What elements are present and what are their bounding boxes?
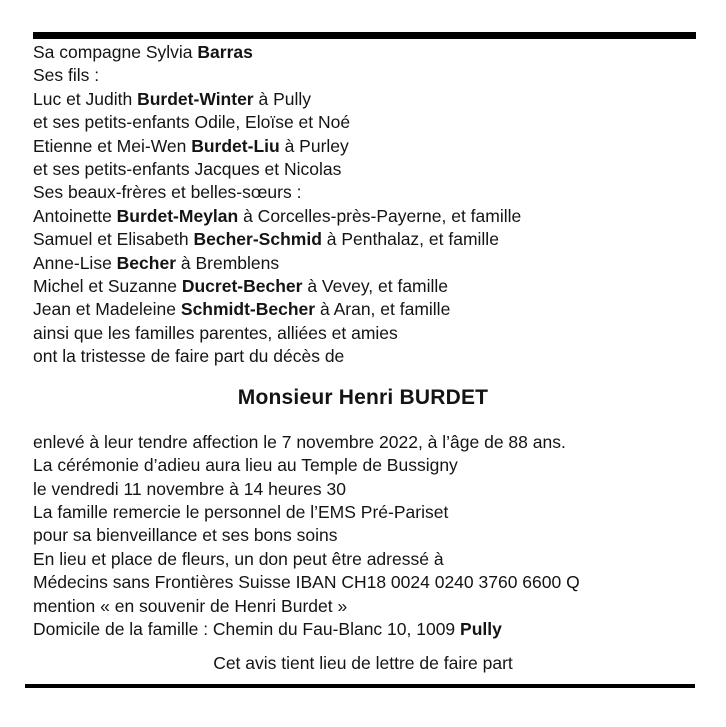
text-run: pour sa bienveillance et ses bons soins <box>33 525 338 546</box>
bold-name-run: Burdet-Liu <box>191 135 280 156</box>
text-line <box>33 135 726 158</box>
text-line <box>33 41 726 64</box>
text-run: à Purley <box>279 135 349 156</box>
text-line <box>33 345 726 368</box>
deceased-name-heading: Monsieur Henri BURDET <box>237 385 489 409</box>
text-run: mention « en souvenir de Henri Burdet » <box>33 595 348 616</box>
text-run: à Corcelles-près-Payerne, et famille <box>238 205 522 226</box>
text-line <box>33 205 726 228</box>
text-run: Luc et Judith <box>33 88 138 109</box>
ceremony-detail-lines <box>33 431 726 642</box>
text-run: Jean et Madeleine <box>33 299 181 320</box>
text-run: En lieu et place de fleurs, un don peut être adressé à <box>33 548 444 569</box>
text-run: le vendredi 11 novembre à 14 heures 30 <box>33 478 346 499</box>
text-line <box>33 181 726 204</box>
text-run: La cérémonie d’adieu aura lieu au Temple de Bussigny <box>33 455 458 476</box>
bold-name-run: Becher <box>116 252 177 273</box>
text-line <box>33 524 726 547</box>
text-run: à Vevey, et famille <box>302 276 449 297</box>
bold-name-run: Becher-Schmid <box>193 229 322 250</box>
text-line <box>33 322 726 345</box>
family-lines <box>33 41 726 369</box>
bold-name-run: Schmidt-Becher <box>180 299 316 320</box>
text-line <box>33 454 726 477</box>
bold-name-run: Barras <box>197 42 253 62</box>
text-run: et ses petits-enfants Odile, Eloïse et Noé <box>33 112 351 133</box>
closing-line: Cet avis tient lieu de lettre de faire part <box>213 653 513 674</box>
text-run: Médecins sans Frontières Suisse IBAN CH18 0024 0240 3760 6600 Q <box>33 572 580 593</box>
text-line <box>33 548 726 571</box>
text-line <box>33 478 726 501</box>
text-line <box>33 228 726 251</box>
text-line <box>33 88 726 111</box>
bottom-rule <box>25 684 695 689</box>
text-run: Ses fils : <box>33 65 100 86</box>
text-line <box>33 111 726 134</box>
text-line <box>33 501 726 524</box>
bold-name-run: Burdet-Meylan <box>116 205 239 226</box>
text-run: Samuel et Elisabeth <box>33 229 194 250</box>
text-run: Domicile de la famille : Chemin du Fau-Blanc 10, 1009 <box>33 618 461 639</box>
text-line <box>33 595 726 618</box>
text-run: Antoinette <box>33 205 117 226</box>
text-run: La famille remercie le personnel de l’EMS Pré-Pariset <box>33 501 449 522</box>
text-line <box>33 298 726 321</box>
text-line <box>33 571 726 594</box>
text-run: à Aran, et famille <box>315 299 451 320</box>
text-line <box>33 64 726 87</box>
text-run: à Bremblens <box>176 252 280 273</box>
text-run: ainsi que les familles parentes, alliées et amies <box>33 322 398 343</box>
text-run: Sa compagne Sylvia <box>33 42 198 62</box>
top-rule <box>33 32 696 39</box>
text-run: Etienne et Mei-Wen <box>33 135 192 156</box>
bold-name-run: Pully <box>460 618 502 639</box>
text-run: à Pully <box>253 88 312 109</box>
text-run: ont la tristesse de faire part du décès de <box>33 346 345 367</box>
text-run: enlevé à leur tendre affection le 7 novembre 2022, à l’âge de 88 ans. <box>33 431 566 452</box>
text-run: à Penthalaz, et famille <box>321 229 499 250</box>
text-run: Anne-Lise <box>33 252 117 273</box>
bold-name-run: Burdet-Winter <box>137 88 254 109</box>
text-line <box>33 618 726 641</box>
text-line <box>33 431 726 454</box>
text-run: et ses petits-enfants Jacques et Nicolas <box>33 159 342 180</box>
text-run: Ses beaux-frères et belles-sœurs : <box>33 182 302 203</box>
text-line <box>33 252 726 275</box>
bold-name-run: Ducret-Becher <box>181 276 303 297</box>
text-line <box>33 275 726 298</box>
text-run: Michel et Suzanne <box>33 276 182 297</box>
text-line <box>33 158 726 181</box>
